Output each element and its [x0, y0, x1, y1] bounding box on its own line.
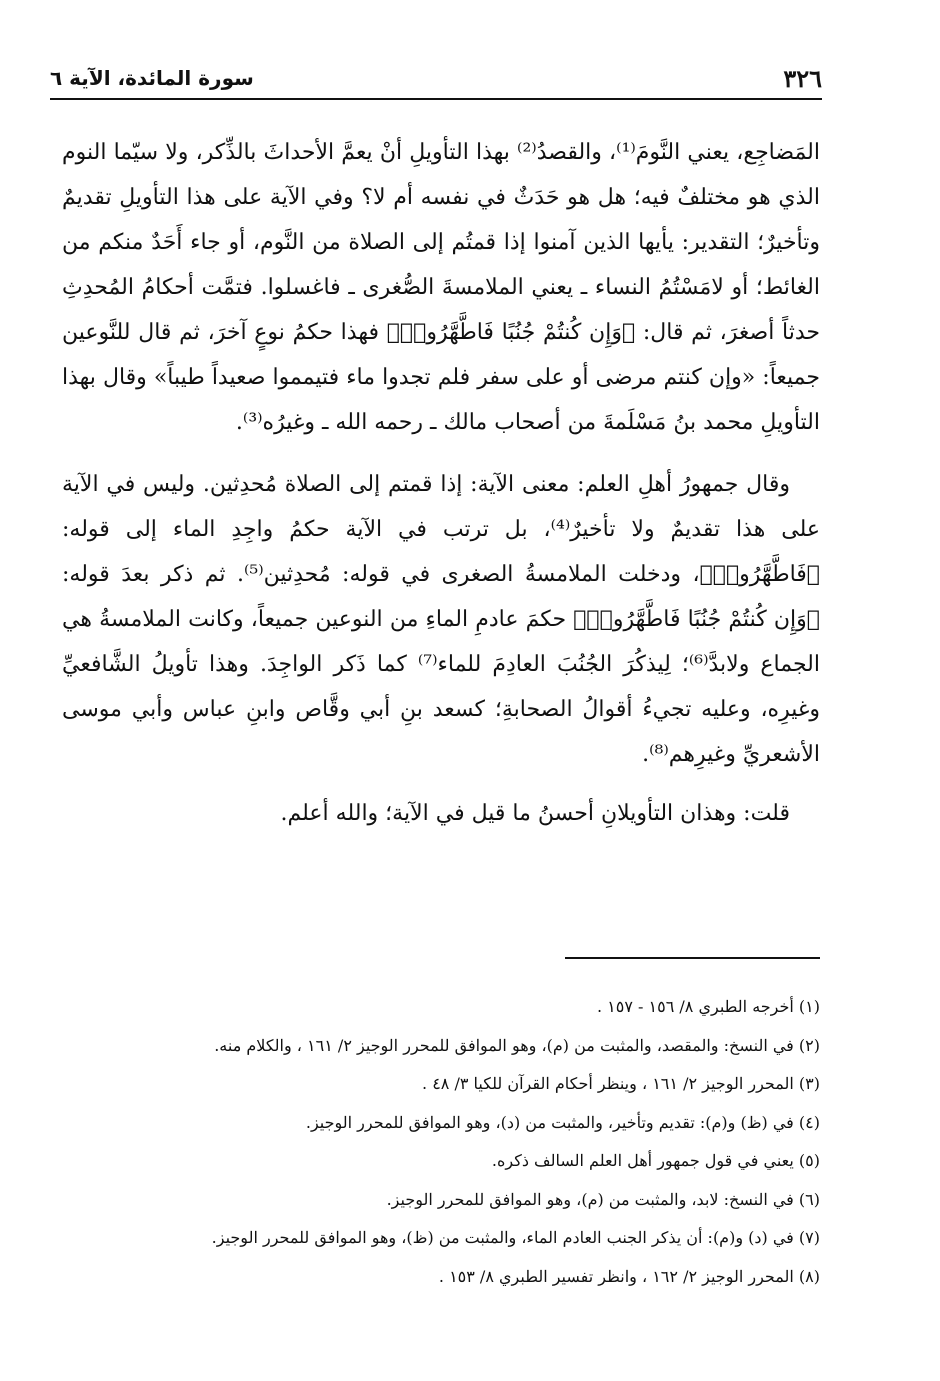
- running-title: سورة المائدة، الآية ٦: [50, 66, 254, 90]
- paragraph: قلت: وهذان التأويلانِ أحسنُ ما قيل في الآية؛ والله أعلم.: [280, 801, 790, 826]
- page-number: ٣٢٦: [783, 64, 822, 93]
- page-header: [50, 60, 822, 96]
- footnote: (٤) في (ظ) و(م): تقديم وتأخير، والمثبت من (د)، وهو الموافق للمحرر الوجيز.: [305, 1112, 820, 1132]
- footnote: (١) أخرجه الطبري ٨/ ١٥٦ - ١٥٧ .: [597, 997, 820, 1016]
- footnote: (٥) يعني في قول جمهور أهل العلم السالف ذكره.: [491, 1151, 820, 1170]
- footnote: (٧) في (د) و(م): أن يذكر الجنب العادم الماء، والمثبت من (ظ)، وهو الموافق للمحرر الوجيز.: [211, 1228, 820, 1247]
- paragraph: وقال جمهورُ أهلِ العلم: معنى الآية: إذا قمتم إلى الصلاة مُحدِثين. وليس في الآية على هذا تقديمٌ ولا تأخيرٌ⁽⁴⁾، بل ترتب في الآية حكمُ واجِدِ الماء إلى قوله: ﴿فَاطَّهَّرُوا۟﴾، ودخلت الملامسةُ الصغرى في قوله: مُحدِثين⁽⁵⁾. ثم ذكر بعدَ قوله: ﴿وَإِن كُنتُمْ جُنُبًا فَاطَّهَّرُوا۟﴾ حكمَ عادمِ الماءِ من النوعين جميعاً، وكانت الملامسةُ هي الجماع ولابدَّ⁽⁶⁾؛ لِيذكُرَ الجُنُبَ العادِمَ للماء⁽⁷⁾ كما ذَكر الواجِدَ. وهذا تأويلُ الشَّافعيِّ وغيرِه، وعليه تجيءُ أقوالُ الصحابةِ؛ كسعد بنِ أبي وقَّاص وابنِ عباس وأبي موسى الأشعريِّ وغيرِهم⁽⁸⁾.: [62, 472, 821, 767]
- footnote: (٦) في النسخ: لابد، والمثبت من (م)، وهو الموافق للمحرر الوجيز.: [386, 1189, 820, 1209]
- paragraph: المَضاجِع، يعني النَّومَ⁽¹⁾، والقصدُ⁽²⁾ بهذا التأويلِ أنْ يعمَّ الأحداثَ بالذِّكر، ولا سيّما النوم الذي هو مختلفٌ فيه؛ هل هو حَدَثٌ في نفسه أم لا؟ وفي الآية على هذا التأويلِ تقديمٌ وتأخيرٌ؛ التقدير: يأيها الذين آمنوا إذا قمتُم إلى الصلاة من النَّوم، أو جاء أَحَدٌ منكم من الغائط؛ أو لامَسْتُمُ النساء ـ يعني الملامسةَ الصُّغرى ـ فاغسلوا. فتمَّت أحكامُ المُحدِثِ حدثاً أصغرَ، ثم قال: ﴿وَإِن كُنتُمْ جُنُبًا فَاطَّهَّرُوا۟﴾ فهذا حكمُ نوعٍ آخرَ، ثم قال للنَّوعين جميعاً: «وإن كنتم مرضى أو على سفر فلم تجدوا ماء فتيمموا صعيداً طيباً» وقال بهذا التأويلِ محمد بنُ مَسْلَمةَ من أصحاب مالك ـ رحمه الله ـ وغيرُه⁽³⁾.: [62, 140, 820, 435]
- footnote: (٣) المحرر الوجيز ٢/ ١٦١ ، وينظر أحكام القرآن للكيا ٣/ ٤٨ .: [422, 1074, 820, 1093]
- main-text: [62, 130, 820, 836]
- footnote: (٨) المحرر الوجيز ٢/ ١٦٢ ، وانظر تفسير الطبري ٨/ ١٥٣ .: [438, 1266, 820, 1286]
- footnote-rule: [565, 957, 820, 959]
- header-rule: [50, 98, 822, 100]
- footnotes: [62, 988, 820, 1296]
- footnote: (٢) في النسخ: والمقصد، والمثبت من (م)، وهو الموافق للمحرر الوجيز ٢/ ١٦١ ، والكلام منه.: [214, 1035, 820, 1055]
